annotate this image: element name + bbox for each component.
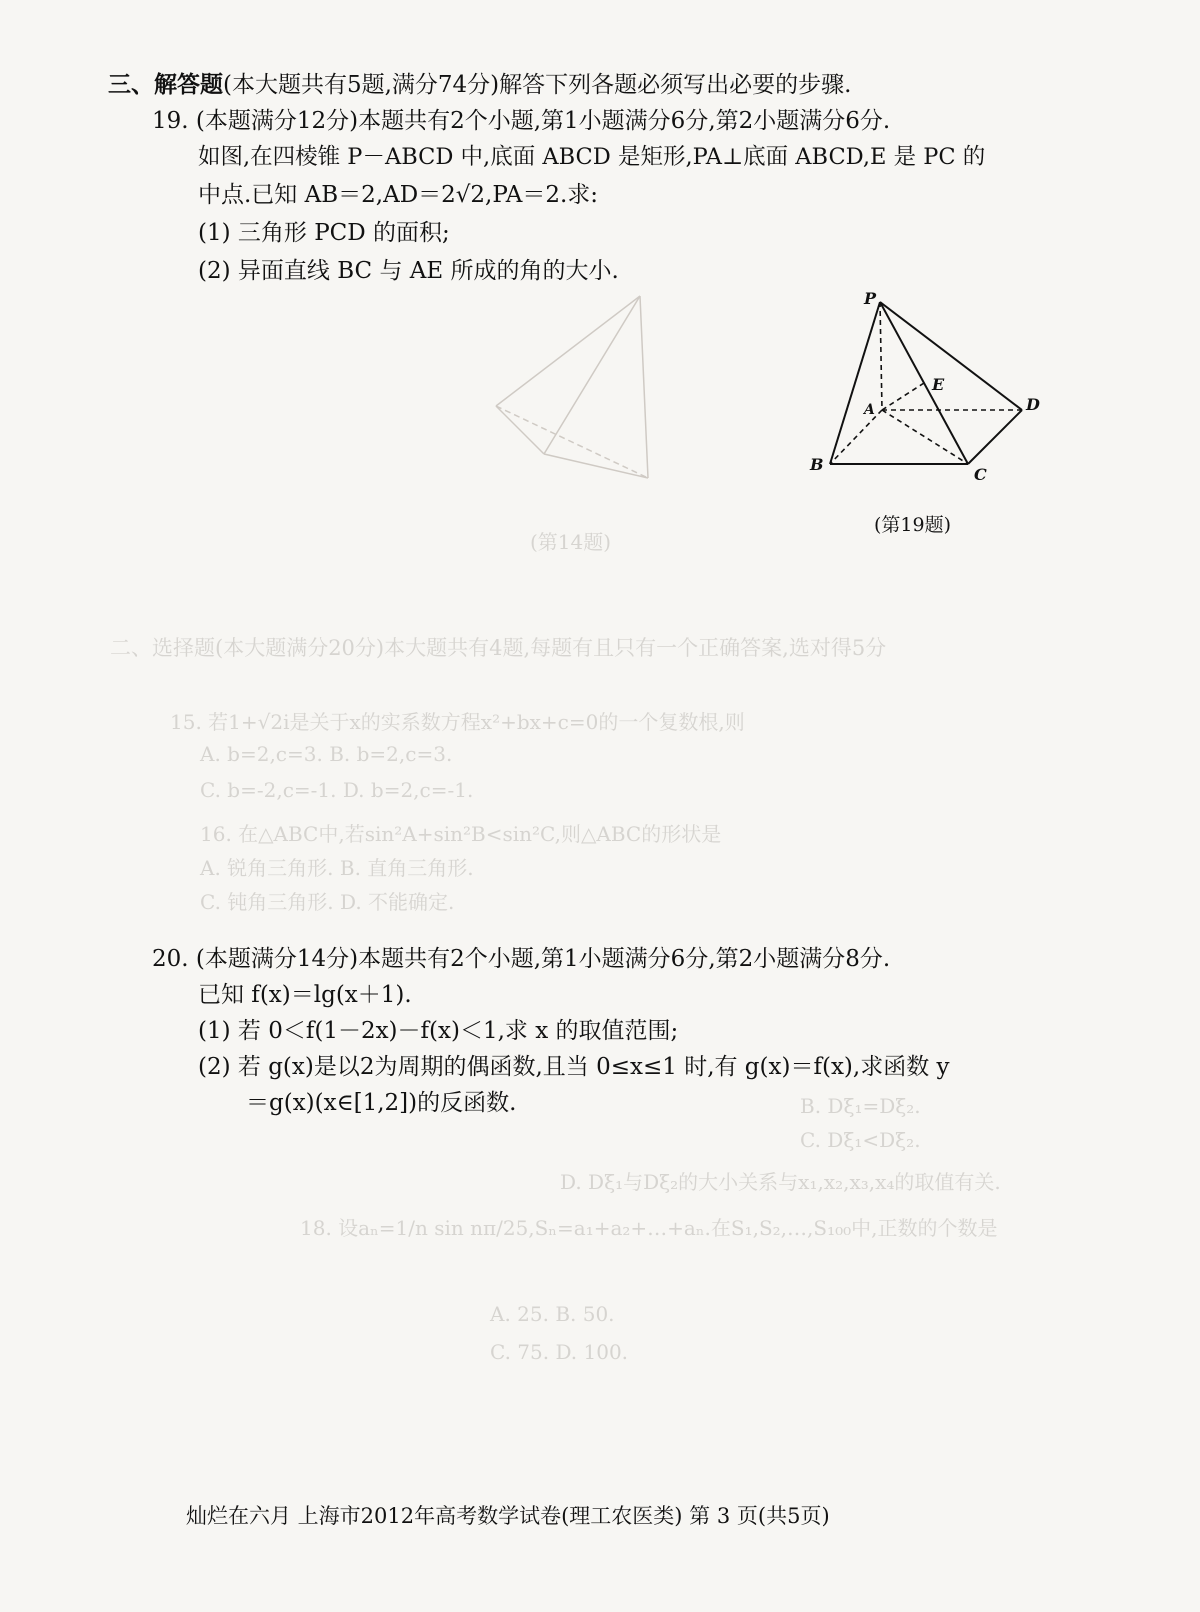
- section-header: [108, 70, 851, 100]
- q19-header: 19. (本题满分12分)本题共有2个小题,第1小题满分6分,第2小题满分6分.: [152, 108, 891, 134]
- bleed-through-line: C. Dξ₁<Dξ₂.: [800, 1128, 921, 1152]
- pyramid-figure: [800, 286, 1050, 496]
- q19-part-1: (1) 三角形 PCD 的面积;: [198, 220, 450, 246]
- bleed-through-caption: (第14题): [530, 530, 612, 554]
- q19-statement-line-2: 中点.已知 AB＝2,AD＝2√2,PA＝2.求:: [198, 182, 599, 208]
- q19-part-2: (2) 异面直线 BC 与 AE 所成的角的大小.: [198, 258, 619, 284]
- vertex-label-B: B: [810, 455, 824, 474]
- q20-given: 已知 f(x)＝lg(x＋1).: [198, 982, 412, 1008]
- page-footer: 灿烂在六月 上海市2012年高考数学试卷(理工农医类) 第 3 页(共5页): [186, 1504, 830, 1528]
- bleed-through-line: 15. 若1+√2i是关于x的实系数方程x²+bx+c=0的一个复数根,则: [170, 710, 745, 734]
- edge-PA-hidden: [880, 302, 882, 410]
- q19-statement-line-1: 如图,在四棱锥 P－ABCD 中,底面 ABCD 是矩形,PA⊥底面 ABCD,E 是 PC 的: [198, 144, 986, 170]
- section-header-title: 三、解答题: [108, 71, 223, 98]
- vertex-label-C: C: [974, 465, 987, 484]
- bleed-through-line: 二、选择题(本大题满分20分)本大题共有4题,每题有且只有一个正确答案,选对得5分: [110, 636, 887, 660]
- section-header-instructions: (本大题共有5题,满分74分)解答下列各题必须写出必要的步骤.: [223, 72, 852, 98]
- bleed-through-line: 16. 在△ABC中,若sin²A+sin²B<sin²C,则△ABC的形状是: [200, 822, 722, 846]
- segment-AE-hidden: [882, 383, 924, 410]
- bleed-through-line: A. b=2,c=3. B. b=2,c=3.: [200, 742, 453, 766]
- edge-PB: [830, 302, 880, 464]
- q20-part-1: (1) 若 0＜f(1－2x)－f(x)＜1,求 x 的取值范围;: [198, 1018, 679, 1044]
- diagonal-AC-hidden: [882, 410, 968, 464]
- bleed-through-line: C. 75. D. 100.: [490, 1340, 629, 1364]
- vertex-label-E: E: [932, 375, 945, 394]
- bleed-through-line: B. Dξ₁=Dξ₂.: [800, 1094, 921, 1118]
- bleed-through-line: 18. 设aₙ=1/n sin nπ/25,Sₙ=a₁+a₂+…+aₙ.在S₁,S₂,…,S₁₀₀中,正数的个数是: [300, 1216, 998, 1240]
- figure-caption: (第19题): [874, 514, 952, 536]
- bleed-through-line: D. Dξ₁与Dξ₂的大小关系与x₁,x₂,x₃,x₄的取值有关.: [560, 1170, 1001, 1194]
- bleed-through-line: A. 锐角三角形. B. 直角三角形.: [200, 856, 474, 880]
- q20-header: 20. (本题满分14分)本题共有2个小题,第1小题满分6分,第2小题满分8分.: [152, 946, 891, 972]
- vertex-label-A: A: [864, 402, 875, 418]
- edge-CD: [968, 410, 1022, 464]
- q20-part-2-line-2: ＝g(x)(x∈[1,2])的反函数.: [246, 1090, 517, 1116]
- bleed-through-figure: [470, 286, 700, 496]
- bleed-through-line: A. 25. B. 50.: [490, 1302, 615, 1326]
- vertex-label-P: P: [864, 289, 877, 308]
- edge-PD: [880, 302, 1022, 410]
- vertex-label-D: D: [1026, 395, 1040, 414]
- bleed-through-line: C. b=-2,c=-1. D. b=2,c=-1.: [200, 778, 474, 802]
- bleed-through-line: C. 钝角三角形. D. 不能确定.: [200, 890, 455, 914]
- q20-part-2-line-1: (2) 若 g(x)是以2为周期的偶函数,且当 0≤x≤1 时,有 g(x)＝f(x),求函数 y: [198, 1054, 950, 1080]
